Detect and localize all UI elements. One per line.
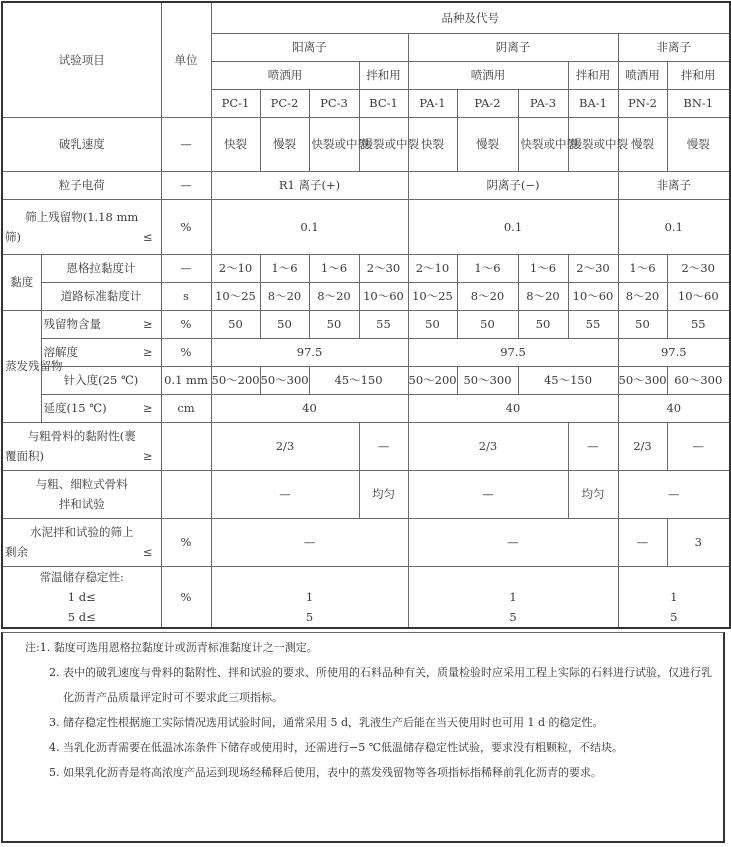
- value-cell: 8～20: [457, 282, 518, 310]
- code-cell: PA-3: [518, 89, 568, 117]
- row-aggregate-mixing-test: [2, 470, 730, 518]
- code-cell: PA-2: [457, 89, 518, 117]
- value-cell: 慢裂或中裂: [568, 117, 618, 171]
- value-1d: 1: [670, 589, 678, 604]
- value-cell: 10～25: [408, 282, 457, 310]
- value-cell: —: [359, 422, 408, 470]
- group-label-evaporation-residue: 蒸发残留物: [2, 310, 41, 422]
- value-cell: R1 离子(+): [211, 171, 408, 199]
- value-cell: 非离子: [618, 171, 730, 199]
- row-label: 残留物含量: [43, 317, 101, 331]
- value-cell: 50～200: [408, 366, 457, 394]
- value-cell: 8～20: [518, 282, 568, 310]
- code-cell: PC-2: [260, 89, 309, 117]
- row-label: 针入度(25 ℃): [41, 366, 161, 394]
- row-unit: %: [161, 566, 211, 628]
- value-cell: 2～30: [568, 254, 618, 282]
- value-cell: 97.5: [618, 338, 730, 366]
- value-cell: 慢裂: [618, 117, 667, 171]
- value-5d: 5: [509, 609, 517, 624]
- code-cell: PC-1: [211, 89, 260, 117]
- value-cell: [408, 566, 618, 628]
- value-cell: 40: [618, 394, 730, 422]
- value-cell: 45～150: [309, 366, 408, 394]
- note-item: 4. 当乳化沥青需要在低温冰冻条件下储存或使用时，还需进行−5 ℃低温储存稳定性试验，要求没有粗颗粒，不结块。: [49, 741, 624, 754]
- header-row-group: [2, 2, 730, 33]
- value-cell: 1～6: [618, 254, 667, 282]
- row-storage-stability: [2, 566, 730, 628]
- row-label-line: 拌和试验: [58, 497, 105, 511]
- value-cell: 55: [667, 310, 730, 338]
- value-5d: 5: [670, 609, 678, 624]
- value-cell: 40: [408, 394, 618, 422]
- row-label: [2, 470, 161, 518]
- value-cell: 50: [211, 310, 260, 338]
- value-cell: 3: [667, 518, 730, 566]
- row-unit: —: [161, 171, 211, 199]
- row-label-line: 常温储存稳定性:: [39, 569, 124, 584]
- row-solubility: [2, 338, 730, 366]
- value-cell: 50: [408, 310, 457, 338]
- value-cell: 8～20: [309, 282, 359, 310]
- value-cell: 慢裂: [457, 117, 518, 171]
- row-label: 道路标准黏度计: [41, 282, 161, 310]
- code-cell: PN-2: [618, 89, 667, 117]
- value-cell: [211, 566, 408, 628]
- row-label: [2, 422, 161, 470]
- header-use: 拌和用: [359, 61, 408, 89]
- row-unit: %: [161, 338, 211, 366]
- row-residue-content: [2, 310, 730, 338]
- code-cell: BC-1: [359, 89, 408, 117]
- comparison-symbol: ≥: [142, 401, 153, 415]
- value-cell: —: [408, 518, 618, 566]
- value-cell: 50: [309, 310, 359, 338]
- value-cell: 10～60: [359, 282, 408, 310]
- row-label-line: 剩余: [5, 545, 28, 559]
- value-cell: —: [667, 422, 730, 470]
- note-item: 2. 表中的破乳速度与骨料的黏附性、拌和试验的要求、所使用的石料品种有关，质量检验时应采用工程上实际的石料进行试验，仅进行乳化沥青产品质量评定时可不要求此三项指标。: [49, 666, 712, 704]
- value-cell: 0.1: [618, 199, 730, 254]
- spec-table: [1, 1, 731, 629]
- value-cell: 快裂或中裂: [518, 117, 568, 171]
- value-cell: 2/3: [211, 422, 359, 470]
- note-item: [3, 635, 723, 660]
- header-use: 喷洒用: [211, 61, 359, 89]
- code-cell: PA-1: [408, 89, 457, 117]
- value-cell: 2/3: [618, 422, 667, 470]
- row-unit: s: [161, 282, 211, 310]
- row-label: 粒子电荷: [2, 171, 161, 199]
- row-unit: [161, 422, 211, 470]
- header-use: 喷洒用: [408, 61, 568, 89]
- value-cell: 0.1: [408, 199, 618, 254]
- row-label: 破乳速度: [2, 117, 161, 171]
- comparison-symbol: ≥: [142, 317, 153, 331]
- value-cell: [618, 566, 730, 628]
- row-demulsify-speed: [2, 117, 730, 171]
- header-unit: 单位: [161, 2, 211, 117]
- value-cell: 快裂: [211, 117, 260, 171]
- row-unit: %: [161, 518, 211, 566]
- value-cell: 慢裂: [667, 117, 730, 171]
- value-cell: 0.1: [211, 199, 408, 254]
- header-variety-code: 品种及代号: [211, 2, 730, 33]
- header-test-item: 试验项目: [2, 2, 161, 117]
- value-cell: 均匀: [359, 470, 408, 518]
- row-label: 溶解度: [43, 345, 78, 359]
- notes-section: [1, 632, 725, 843]
- value-cell: 1～6: [518, 254, 568, 282]
- row-coarse-aggregate-adhesion: [2, 422, 730, 470]
- value-cell: 快裂或中裂: [309, 117, 359, 171]
- row-ductility: [2, 394, 730, 422]
- value-cell: —: [568, 422, 618, 470]
- value-cell: 50～300: [457, 366, 518, 394]
- row-particle-charge: [2, 171, 730, 199]
- value-cell: 10～25: [211, 282, 260, 310]
- value-cell: 10～60: [568, 282, 618, 310]
- row-label-line: 与粗、细粒式骨料: [35, 477, 128, 491]
- value-cell: 50～200: [211, 366, 260, 394]
- comparison-symbol: ≤: [142, 545, 153, 559]
- row-viscosity-engler: [2, 254, 730, 282]
- value-cell: 50～300: [260, 366, 309, 394]
- value-5d: 5: [305, 609, 314, 624]
- value-cell: —: [211, 470, 359, 518]
- value-1d: 1: [305, 589, 314, 604]
- header-cationic: 阳离子: [211, 33, 408, 61]
- value-cell: 2～30: [667, 254, 730, 282]
- row-label: 延度(15 ℃): [43, 401, 107, 415]
- row-label-line: 与粗骨料的黏附性(裹: [27, 429, 136, 443]
- value-cell: 快裂: [408, 117, 457, 171]
- value-cell: 1～6: [457, 254, 518, 282]
- row-label: [2, 566, 161, 628]
- value-cell: 阴离子(−): [408, 171, 618, 199]
- notes-prefix: 注:: [25, 641, 40, 654]
- value-cell: 2～30: [359, 254, 408, 282]
- header-use: 拌和用: [568, 61, 618, 89]
- row-unit: —: [161, 254, 211, 282]
- value-cell: 1～6: [260, 254, 309, 282]
- header-nonionic: 非离子: [618, 33, 730, 61]
- value-1d: 1: [509, 589, 517, 604]
- row-unit: cm: [161, 394, 211, 422]
- value-cell: 8～20: [260, 282, 309, 310]
- header-use: 拌和用: [667, 61, 730, 89]
- value-cell: 2～10: [211, 254, 260, 282]
- value-cell: 97.5: [211, 338, 408, 366]
- code-cell: PC-3: [309, 89, 359, 117]
- row-label-line: 筛): [5, 229, 21, 244]
- row-label-line: 5 d≤: [67, 609, 96, 624]
- comparison-symbol: ≥: [142, 345, 153, 359]
- row-penetration: [2, 366, 730, 394]
- comparison-symbol: ≥: [142, 449, 153, 463]
- code-cell: BA-1: [568, 89, 618, 117]
- value-cell: 40: [211, 394, 408, 422]
- row-label: [2, 199, 161, 254]
- row-label-line: 1 d≤: [67, 589, 96, 604]
- value-cell: 8～20: [618, 282, 667, 310]
- value-cell: 50: [518, 310, 568, 338]
- value-cell: 60～300: [667, 366, 730, 394]
- row-viscosity-road: [2, 282, 730, 310]
- value-cell: —: [618, 470, 730, 518]
- value-cell: 45～150: [518, 366, 618, 394]
- value-cell: 10～60: [667, 282, 730, 310]
- value-cell: 2/3: [408, 422, 568, 470]
- value-cell: 50: [260, 310, 309, 338]
- value-cell: 97.5: [408, 338, 618, 366]
- group-label-viscosity: 黏度: [2, 254, 41, 310]
- row-label-line: 水泥拌和试验的筛上: [30, 525, 134, 539]
- value-cell: 慢裂: [260, 117, 309, 171]
- row-unit: 0.1 mm: [161, 366, 211, 394]
- row-unit: %: [161, 310, 211, 338]
- value-cell: 50～300: [618, 366, 667, 394]
- note-text: 1. 黏度可选用恩格拉黏度计或沥青标准黏度计之一测定。: [39, 641, 318, 654]
- note-item: 3. 储存稳定性根据施工实际情况选用试验时间，通常采用 5 d，乳液生产后能在当天使用时也可用 1 d 的稳定性。: [49, 716, 604, 729]
- row-label: 恩格拉黏度计: [41, 254, 161, 282]
- value-cell: 50: [618, 310, 667, 338]
- note-item: 5. 如果乳化沥青是将高浓度产品运到现场经稀释后使用，表中的蒸发残留物等各项指标指稀释前乳化沥青的要求。: [49, 766, 602, 779]
- value-cell: 50: [457, 310, 518, 338]
- value-cell: —: [618, 518, 667, 566]
- row-unit: —: [161, 117, 211, 171]
- row-label-line: 覆面积): [5, 449, 44, 463]
- header-anionic: 阴离子: [408, 33, 618, 61]
- row-unit: %: [161, 199, 211, 254]
- code-cell: BN-1: [667, 89, 730, 117]
- row-label-line: 筛上残留物(1.18 mm: [25, 209, 139, 224]
- value-cell: 1～6: [309, 254, 359, 282]
- row-label: [2, 518, 161, 566]
- header-use: 喷洒用: [618, 61, 667, 89]
- value-cell: 2～10: [408, 254, 457, 282]
- row-unit: [161, 470, 211, 518]
- value-cell: —: [211, 518, 408, 566]
- value-cell: —: [408, 470, 568, 518]
- row-cement-mixing-residue: [2, 518, 730, 566]
- value-cell: 慢裂或中裂: [359, 117, 408, 171]
- comparison-symbol: ≤: [142, 229, 153, 244]
- row-sieve-residue: [2, 199, 730, 254]
- value-cell: 55: [359, 310, 408, 338]
- value-cell: 均匀: [568, 470, 618, 518]
- value-cell: 55: [568, 310, 618, 338]
